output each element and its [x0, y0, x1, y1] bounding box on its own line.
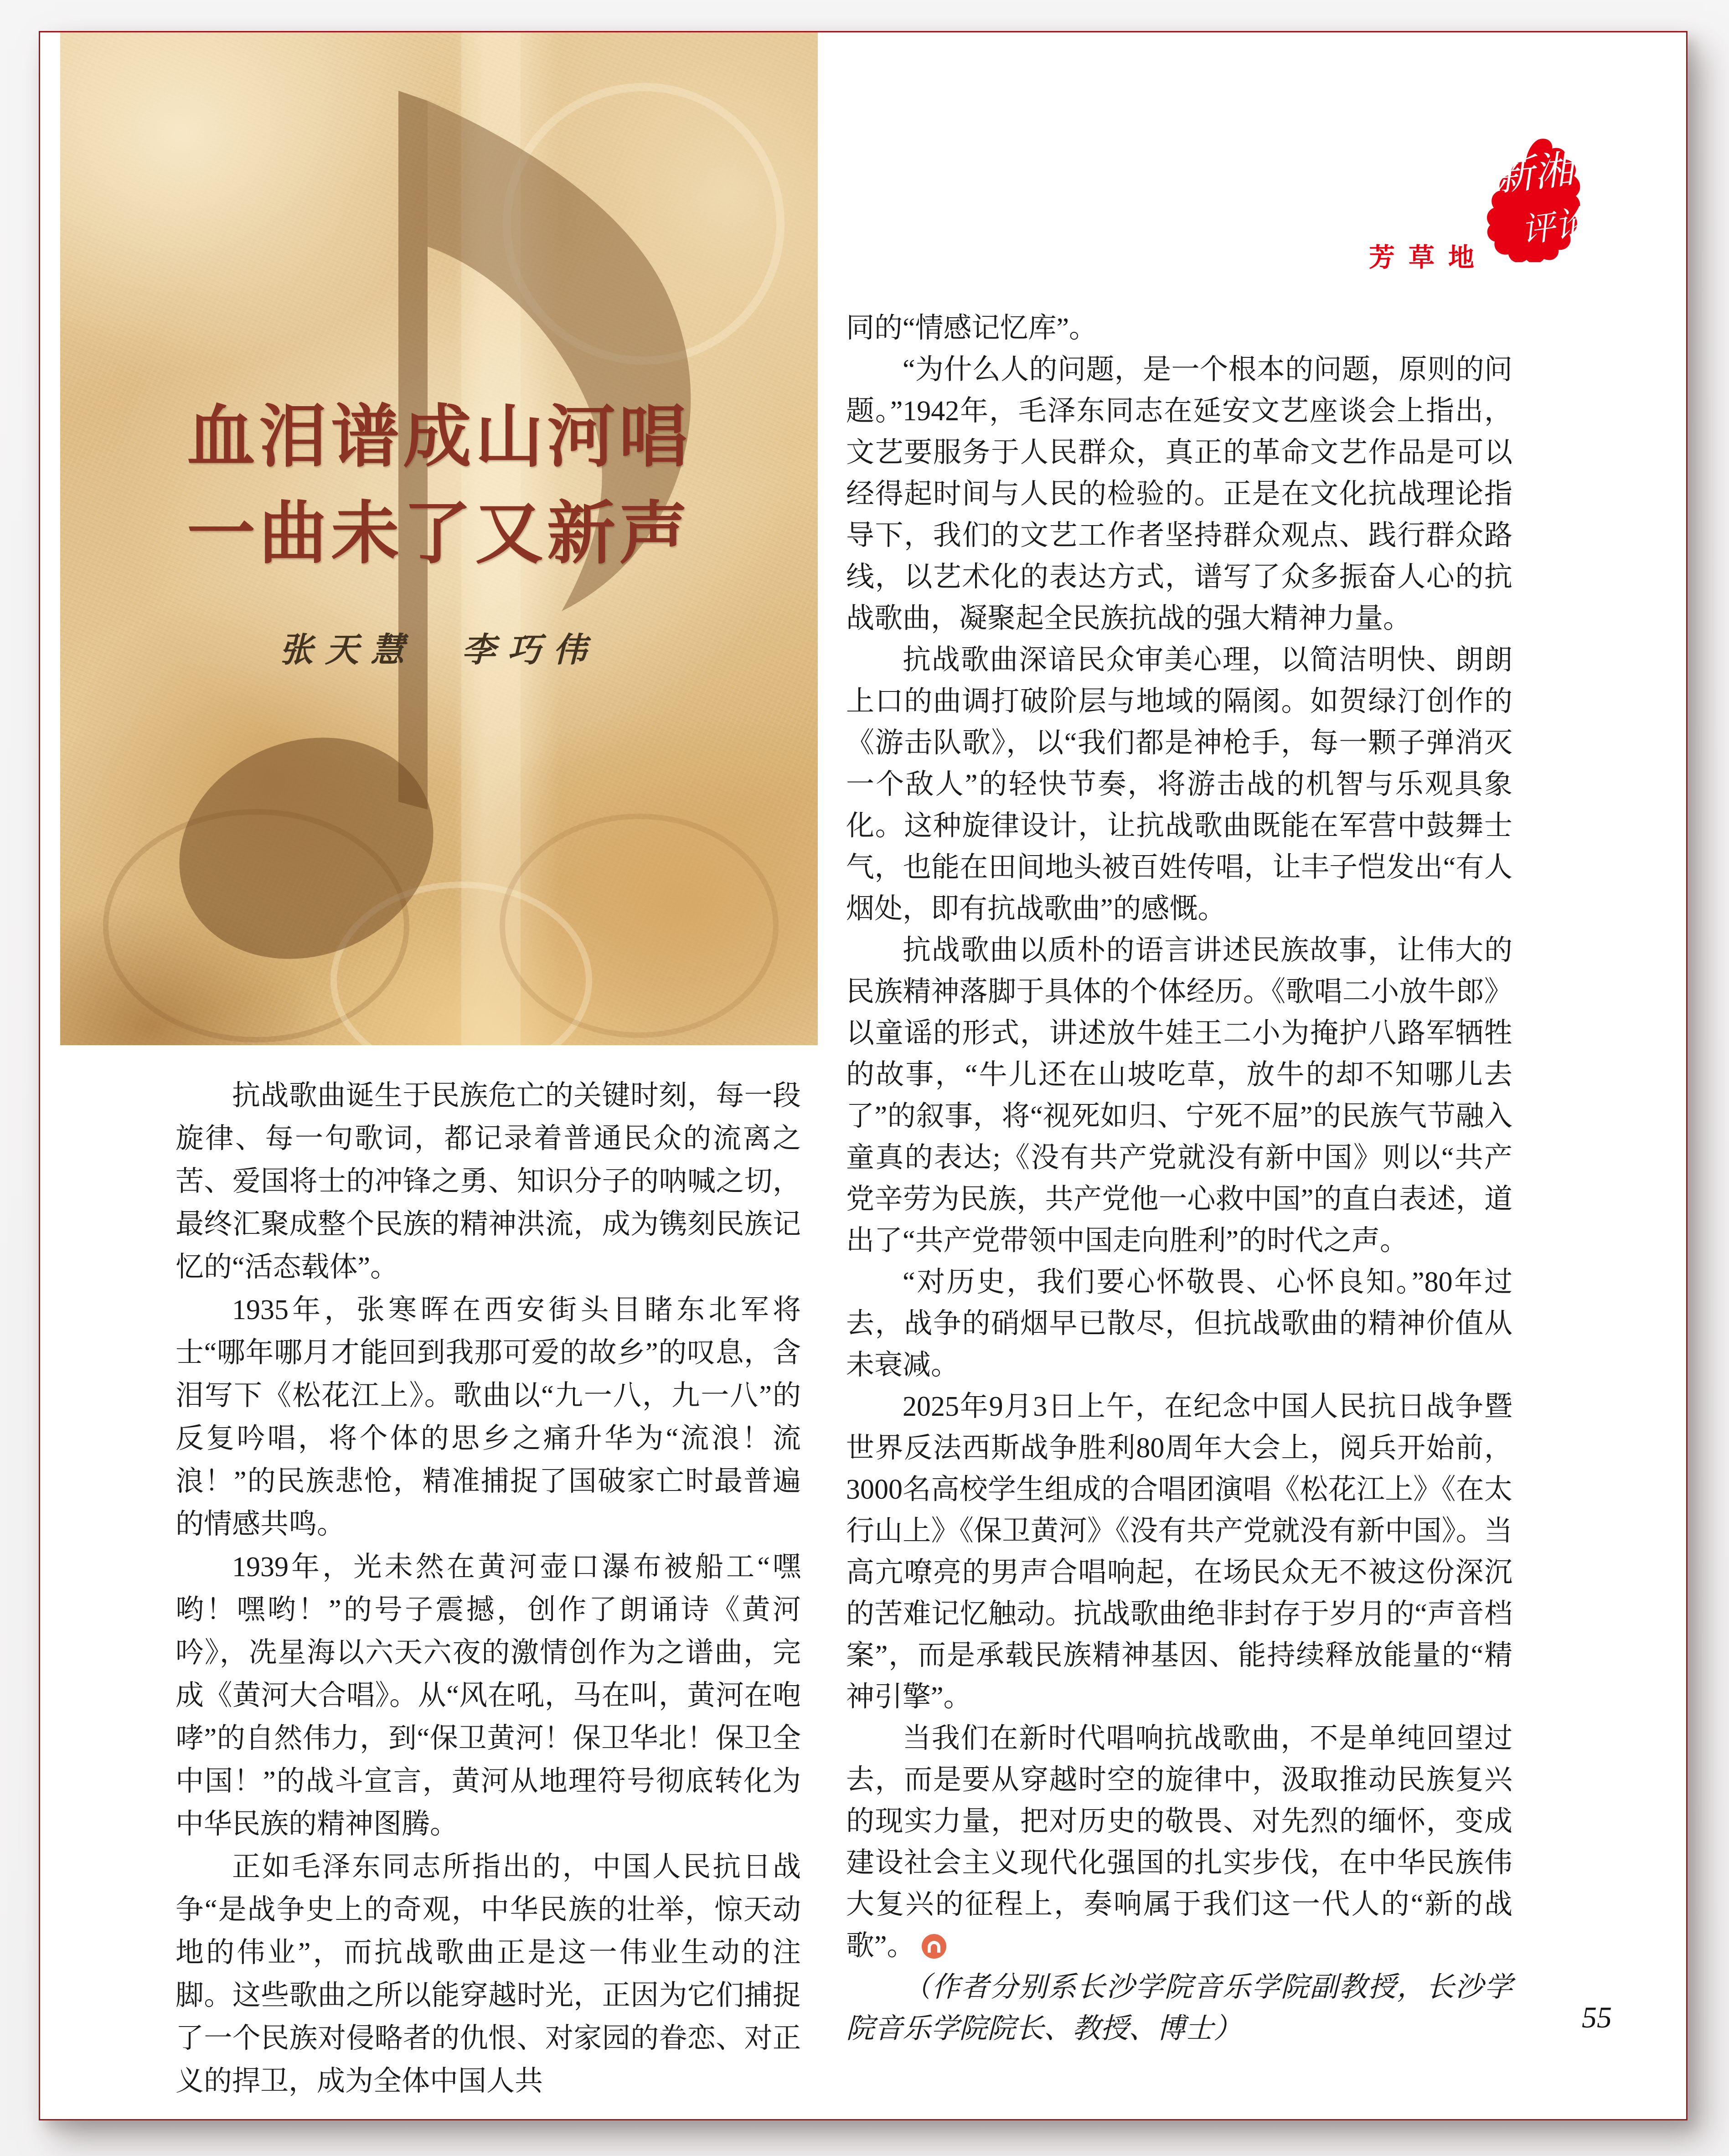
article-title-line1: 血泪谱成山河唱: [186, 397, 691, 477]
paragraph: 抗战歌曲深谙民众审美心理，以简洁明快、朗朗上口的曲调打破阶层与地域的隔阂。如贺绿汀创作的《游击队歌》，以“我们都是神枪手，每一颗子弹消灭一个敌人”的轻快节奏，将游击战的机智与乐观具象化。这种旋律设计，让抗战歌曲既能在军营中鼓舞士气，也能在田间地头被百姓传唱，让丰子恺发出“有人烟处，即有抗战歌曲”的感慨。: [846, 645, 1512, 924]
paragraph: 抗战歌曲以质朴的语言讲述民族故事，让伟大的民族精神落脚于具体的个体经历。《歌唱二小放牛郎》以童谣的形式，讲述放牛娃王二小为掩护八路军牺牲的故事，“牛儿还在山坡吃草，放牛的却不知哪儿去了”的叙事，将“视死如归、宁死不屈”的民族气节融入童真的表达;《没有共产党就没有新中国》则以“共产党辛劳为民族，共产党他一心救中国”的直白表述，道出了“共产党带领中国走向胜利”的时代之声。: [846, 935, 1512, 1256]
paragraph: 1939年，光未然在黄河壶口瀑布被船工“嘿哟！嘿哟！”的号子震撼，创作了朗诵诗《黄河吟》，冼星海以六天六夜的激情创作为之谱曲，完成《黄河大合唱》。从“风在吼，马在叫，黄河在咆哮”的自然伟力，到“保卫黄河！保卫华北！保卫全中国！”的战斗宣言，黄河从地理符号彻底转化为中华民族的精神图腾。: [175, 1552, 801, 1840]
paragraph: 抗战歌曲诞生于民族危亡的关键时刻，每一段旋律、每一句歌词，都记录着普通民众的流离之苦、爱国将士的冲锋之勇、知识分子的呐喊之切，最终汇聚成整个民族的精神洪流，成为镌刻民族记忆的“活态载体”。: [175, 1080, 801, 1283]
article-title: [60, 389, 818, 582]
page-number: 55: [1582, 2001, 1612, 2034]
article-column-right-paragraphs: [846, 308, 1512, 1967]
masthead-word-top: 新湘: [1492, 147, 1576, 199]
article-column-left: [175, 1074, 801, 2103]
article-title-line2: 一曲未了又新声: [186, 494, 691, 573]
magazine-page: [39, 31, 1688, 2120]
masthead-seal: [1484, 137, 1595, 262]
paragraph: 1935年，张寒晖在西安街头目睹东北军将士“哪年哪月才能回到我那可爱的故乡”的叹息，含泪写下《松花江上》。歌曲以“九一八，九一八”的反复吟唱，将个体的思乡之痛升华为“流浪！流浪！”的民族悲怆，精准捕捉了国破家亡时最普遍的情感共鸣。: [175, 1295, 801, 1540]
paragraph: “为什么人的问题，是一个根本的问题，原则的问题。”1942年，毛泽东同志在延安文艺座谈会上指出，文艺要服务于人民群众，真正的革命文艺作品是可以经得起时间与人民的检验的。正是在文化抗战理论指导下，我们的文艺工作者坚持群众观点、践行群众路线，以艺术化的表达方式，谱写了众多振奋人心的抗战歌曲，凝聚起全民族抗战的强大精神力量。: [846, 354, 1512, 634]
paragraph: 正如毛泽东同志所指出的，中国人民抗日战争“是战争史上的奇观，中华民族的壮举，惊天动地的伟业”，而抗战歌曲正是这一伟业生动的注脚。这些歌曲之所以能穿越时光，正因为它们捕捉了一个民族对侵略者的仇恨、对家园的眷恋、对正义的捍卫，成为全体中国人共: [175, 1852, 801, 2097]
paragraph: 2025年9月3日上午，在纪念中国人民抗日战争暨世界反法西斯战争胜利80周年大会上，阅兵开始前，3000名高校学生组成的合唱团演唱《松花江上》《在太行山上》《保卫黄河》《没有共产党就没有新中国》。当高亢嘹亮的男声合唱响起，在场民众无不被这份深沉的苦难记忆触动。抗战歌曲绝非封存于岁月的“声音档案”，而是承载民族精神基因、能持续释放能量的“精神引擎”。: [846, 1391, 1512, 1712]
article-end-icon: [922, 1934, 946, 1959]
paragraph: 同的“情感记忆库”。: [846, 313, 1098, 344]
paragraph: 当我们在新时代唱响抗战歌曲，不是单纯回望过去，而是要从穿越时空的旋律中，汲取推动民族复兴的现实力量，把对历史的敬畏、对先烈的缅怀，变成建设社会主义现代化强国的扎实步伐，在中华民族伟大复兴的征程上，奏响属于我们这一代人的“新的战歌”。: [846, 1723, 1512, 1961]
article-column-right: [846, 308, 1512, 2050]
author-note: （作者分别系长沙学院音乐学院副教授，长沙学院音乐学院院长、教授、博士）: [846, 1972, 1512, 2044]
article-authors: 张天慧 李巧伟: [279, 632, 599, 669]
masthead-word-bottom: 评论: [1518, 204, 1591, 250]
paragraph: “对历史，我们要心怀敬畏、心怀良知。”80年过去，战争的硝烟早已散尽，但抗战歌曲的精神价值从未衰减。: [846, 1267, 1512, 1381]
section-label: 芳草地: [1369, 242, 1488, 273]
title-artwork: [60, 32, 818, 1045]
hunan-map-seal-icon: [1484, 137, 1595, 262]
article-end-icon-glyph: [928, 1941, 940, 1953]
